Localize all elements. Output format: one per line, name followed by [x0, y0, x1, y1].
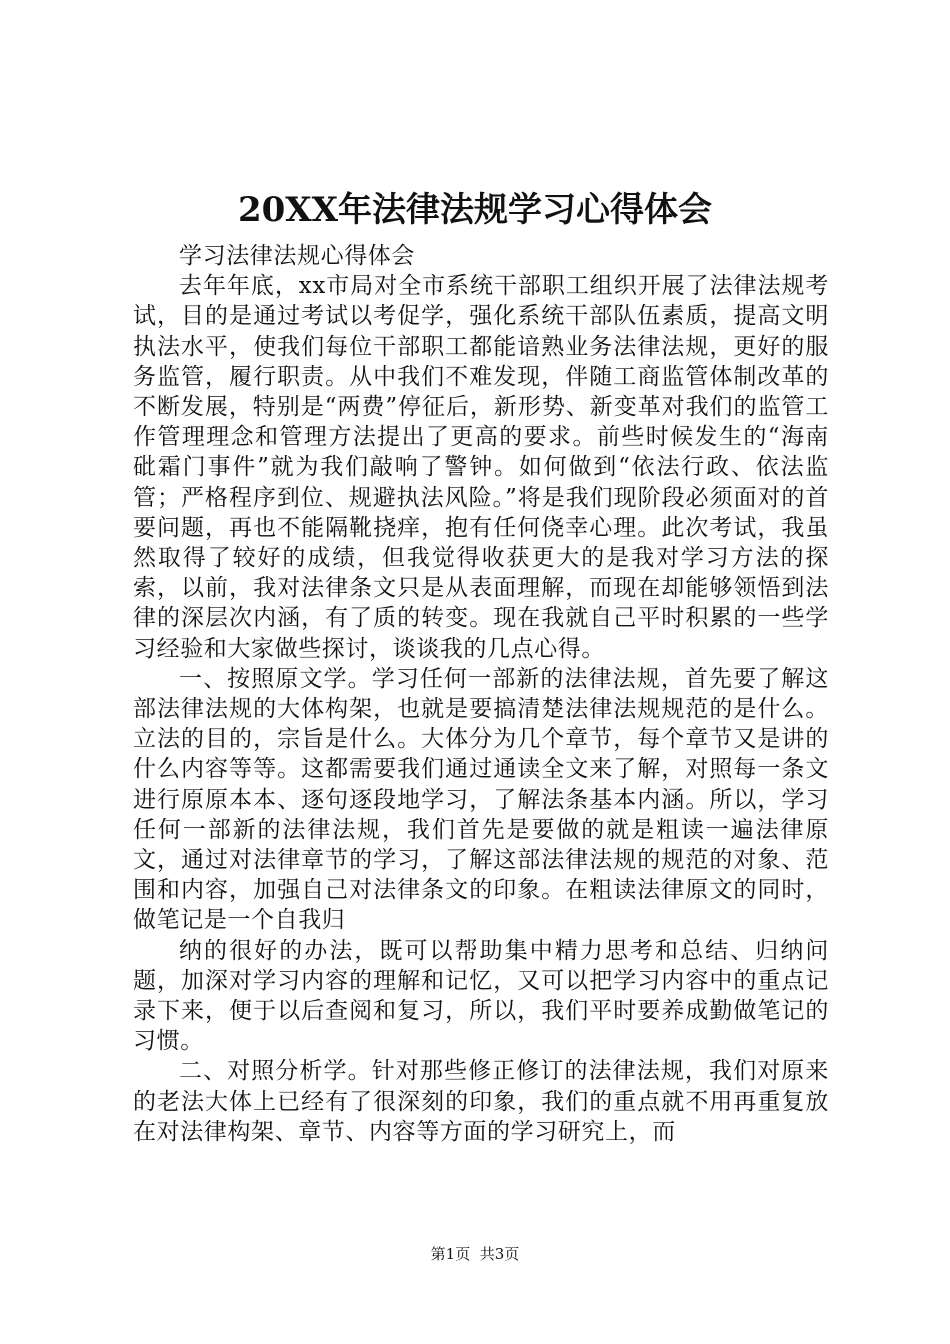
document-body [133, 241, 829, 1147]
page-footer [0, 1244, 950, 1264]
page-number: 第1页 [430, 1245, 471, 1263]
document-title: 20XX年法律法规学习心得体会 [237, 190, 713, 230]
body-paragraph-point-one: 一、按照原文学。学习任何一部新的法律法规，首先要了解这部法律法规的大体构架，也就是要搞清楚法律法规规范的是什么。立法的目的，宗旨是什么。大体分为几个章节，每个章节又是讲的什么内容等等。这都需要我们通过通读全文来了解，对照每一条文进行原原本本、逐句逐段地学习，了解法条基本内涵。所以，学习任何一部新的法律法规，我们首先是要做的就是粗读一遍法律原文，通过对法律章节的学习，了解这部法律法规的规范的对象、范围和内容，加强自己对法律条文的印象。在粗读法律原文的同时，做笔记是一个自我归 [133, 665, 829, 934]
body-paragraph-subtitle: 学习法律法规心得体会 [179, 243, 415, 269]
page-total: 共3页 [479, 1245, 520, 1263]
body-paragraph-intro: 去年年底，xx市局对全市系统干部职工组织开展了法律法规考试，目的是通过考试以考促学，强化系统干部队伍素质，提高文明执法水平，使我们每位干部职工都能谙熟业务法律法规，更好的服务监管，履行职责。从中我们不难发现，伴随工商监管体制改革的不断发展，特别是“两费”停征后，新形势、新变革对我们的监管工作管理理念和管理方法提出了更高的要求。前些时候发生的“海南砒霜门事件”就为我们敲响了警钟。如何做到“依法行政、依法监管；严格程序到位、规避执法风险。”将是我们现阶段必须面对的首要问题，再也不能隔靴挠痒，抱有任何侥幸心理。此次考试，我虽然取得了较好的成绩，但我觉得收获更大的是我对学习方法的探索，以前，我对法律条文只是从表面理解，而现在却能够领悟到法律的深层次内涵，有了质的转变。现在我就自己平时积累的一些学习经验和大家做些探讨，谈谈我的几点心得。 [133, 273, 829, 662]
body-paragraph-point-one-continued: 纳的很好的办法，既可以帮助集中精力思考和总结、归纳问题，加深对学习内容的理解和记忆，又可以把学习内容中的重点记录下来，便于以后查阅和复习，所以，我们平时要养成勤做笔记的习惯。 [133, 937, 829, 1055]
body-paragraph-point-two: 二、对照分析学。针对那些修正修订的法律法规，我们对原来的老法大体上已经有了很深刻的印象，我们的重点就不用再重复放在对法律构架、章节、内容等方面的学习研究上，而 [133, 1058, 829, 1145]
